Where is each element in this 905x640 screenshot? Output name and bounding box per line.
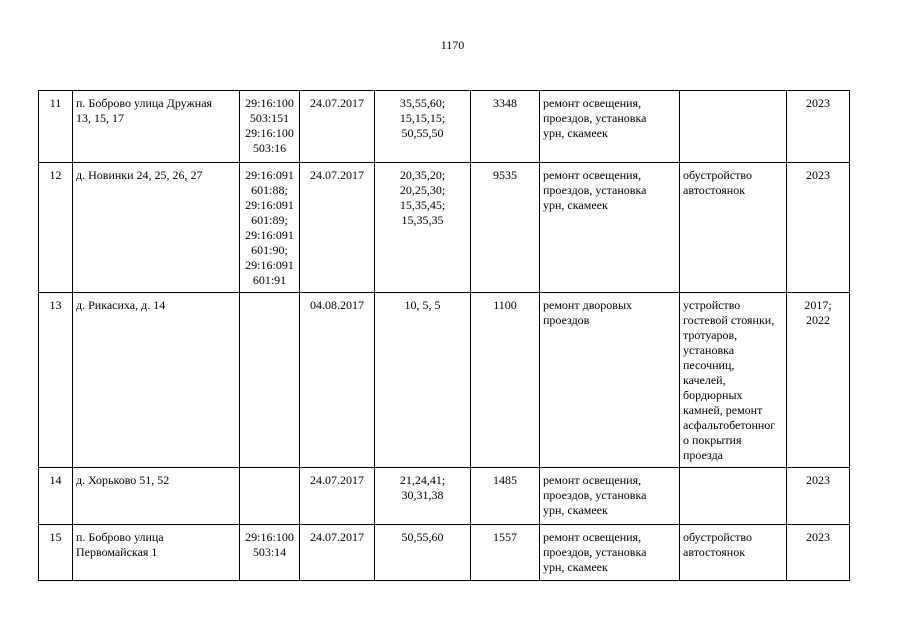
page-number: 1170 — [440, 38, 465, 52]
row-number: 13 — [39, 293, 73, 468]
address-cell: п. Боброво улица Первомайская 1 — [73, 525, 240, 581]
address-cell: п. Боброво улица Дружная 13, 15, 17 — [73, 91, 240, 163]
address-cell: д. Новинки 24, 25, 26, 27 — [73, 163, 240, 293]
table-row — [39, 293, 850, 468]
date-cell: 24.07.2017 — [300, 91, 375, 163]
row-number: 12 — [39, 163, 73, 293]
params-cell: 20,35,20; 20,25,30; 15,35,45; 15,35,35 — [375, 163, 471, 293]
table-row — [39, 91, 850, 163]
cadastral-cell: 29:16:100 503:14 — [240, 525, 300, 581]
works-cell: ремонт освещения, проездов, установка урн, скамеек — [540, 525, 680, 581]
cadastral-cell: 29:16:100 503:151 29:16:100 503:16 — [240, 91, 300, 163]
area-cell: 1485 — [471, 468, 540, 525]
area-cell: 3348 — [471, 91, 540, 163]
extra-works-cell — [680, 468, 787, 525]
address-cell: д. Хорьково 51, 52 — [73, 468, 240, 525]
area-cell: 9535 — [471, 163, 540, 293]
table-row — [39, 468, 850, 525]
extra-works-cell: устройство гостевой стоянки, тротуаров, установка песочниц, качелей, бордюрных камней, ремонт асфальтобетонног о покрытия проезда — [680, 293, 787, 468]
area-cell: 1557 — [471, 525, 540, 581]
year-cell: 2023 — [787, 163, 850, 293]
table-row — [39, 525, 850, 581]
extra-works-cell — [680, 91, 787, 163]
cadastral-cell — [240, 468, 300, 525]
date-cell: 24.07.2017 — [300, 163, 375, 293]
works-cell: ремонт освещения, проездов, установка урн, скамеек — [540, 91, 680, 163]
params-cell: 35,55,60; 15,15,15; 50,55,50 — [375, 91, 471, 163]
works-cell: ремонт освещения, проездов, установка урн, скамеек — [540, 163, 680, 293]
row-number: 15 — [39, 525, 73, 581]
row-number: 11 — [39, 91, 73, 163]
date-cell: 24.07.2017 — [300, 525, 375, 581]
area-cell: 1100 — [471, 293, 540, 468]
improvement-table — [38, 90, 850, 581]
date-cell: 04.08.2017 — [300, 293, 375, 468]
params-cell: 10, 5, 5 — [375, 293, 471, 468]
row-number: 14 — [39, 468, 73, 525]
cadastral-cell — [240, 293, 300, 468]
year-cell: 2023 — [787, 91, 850, 163]
address-cell: д. Рикасиха, д. 14 — [73, 293, 240, 468]
year-cell: 2017; 2022 — [787, 293, 850, 468]
params-cell: 50,55,60 — [375, 525, 471, 581]
extra-works-cell: обустройство автостоянок — [680, 163, 787, 293]
params-cell: 21,24,41; 30,31,38 — [375, 468, 471, 525]
year-cell: 2023 — [787, 468, 850, 525]
works-cell: ремонт дворовых проездов — [540, 293, 680, 468]
table-row — [39, 163, 850, 293]
cadastral-cell: 29:16:091 601:88; 29:16:091 601:89; 29:16:091 601:90; 29:16:091 601:91 — [240, 163, 300, 293]
date-cell: 24.07.2017 — [300, 468, 375, 525]
extra-works-cell: обустройство автостоянок — [680, 525, 787, 581]
works-cell: ремонт освещения, проездов, установка урн, скамеек — [540, 468, 680, 525]
year-cell: 2023 — [787, 525, 850, 581]
